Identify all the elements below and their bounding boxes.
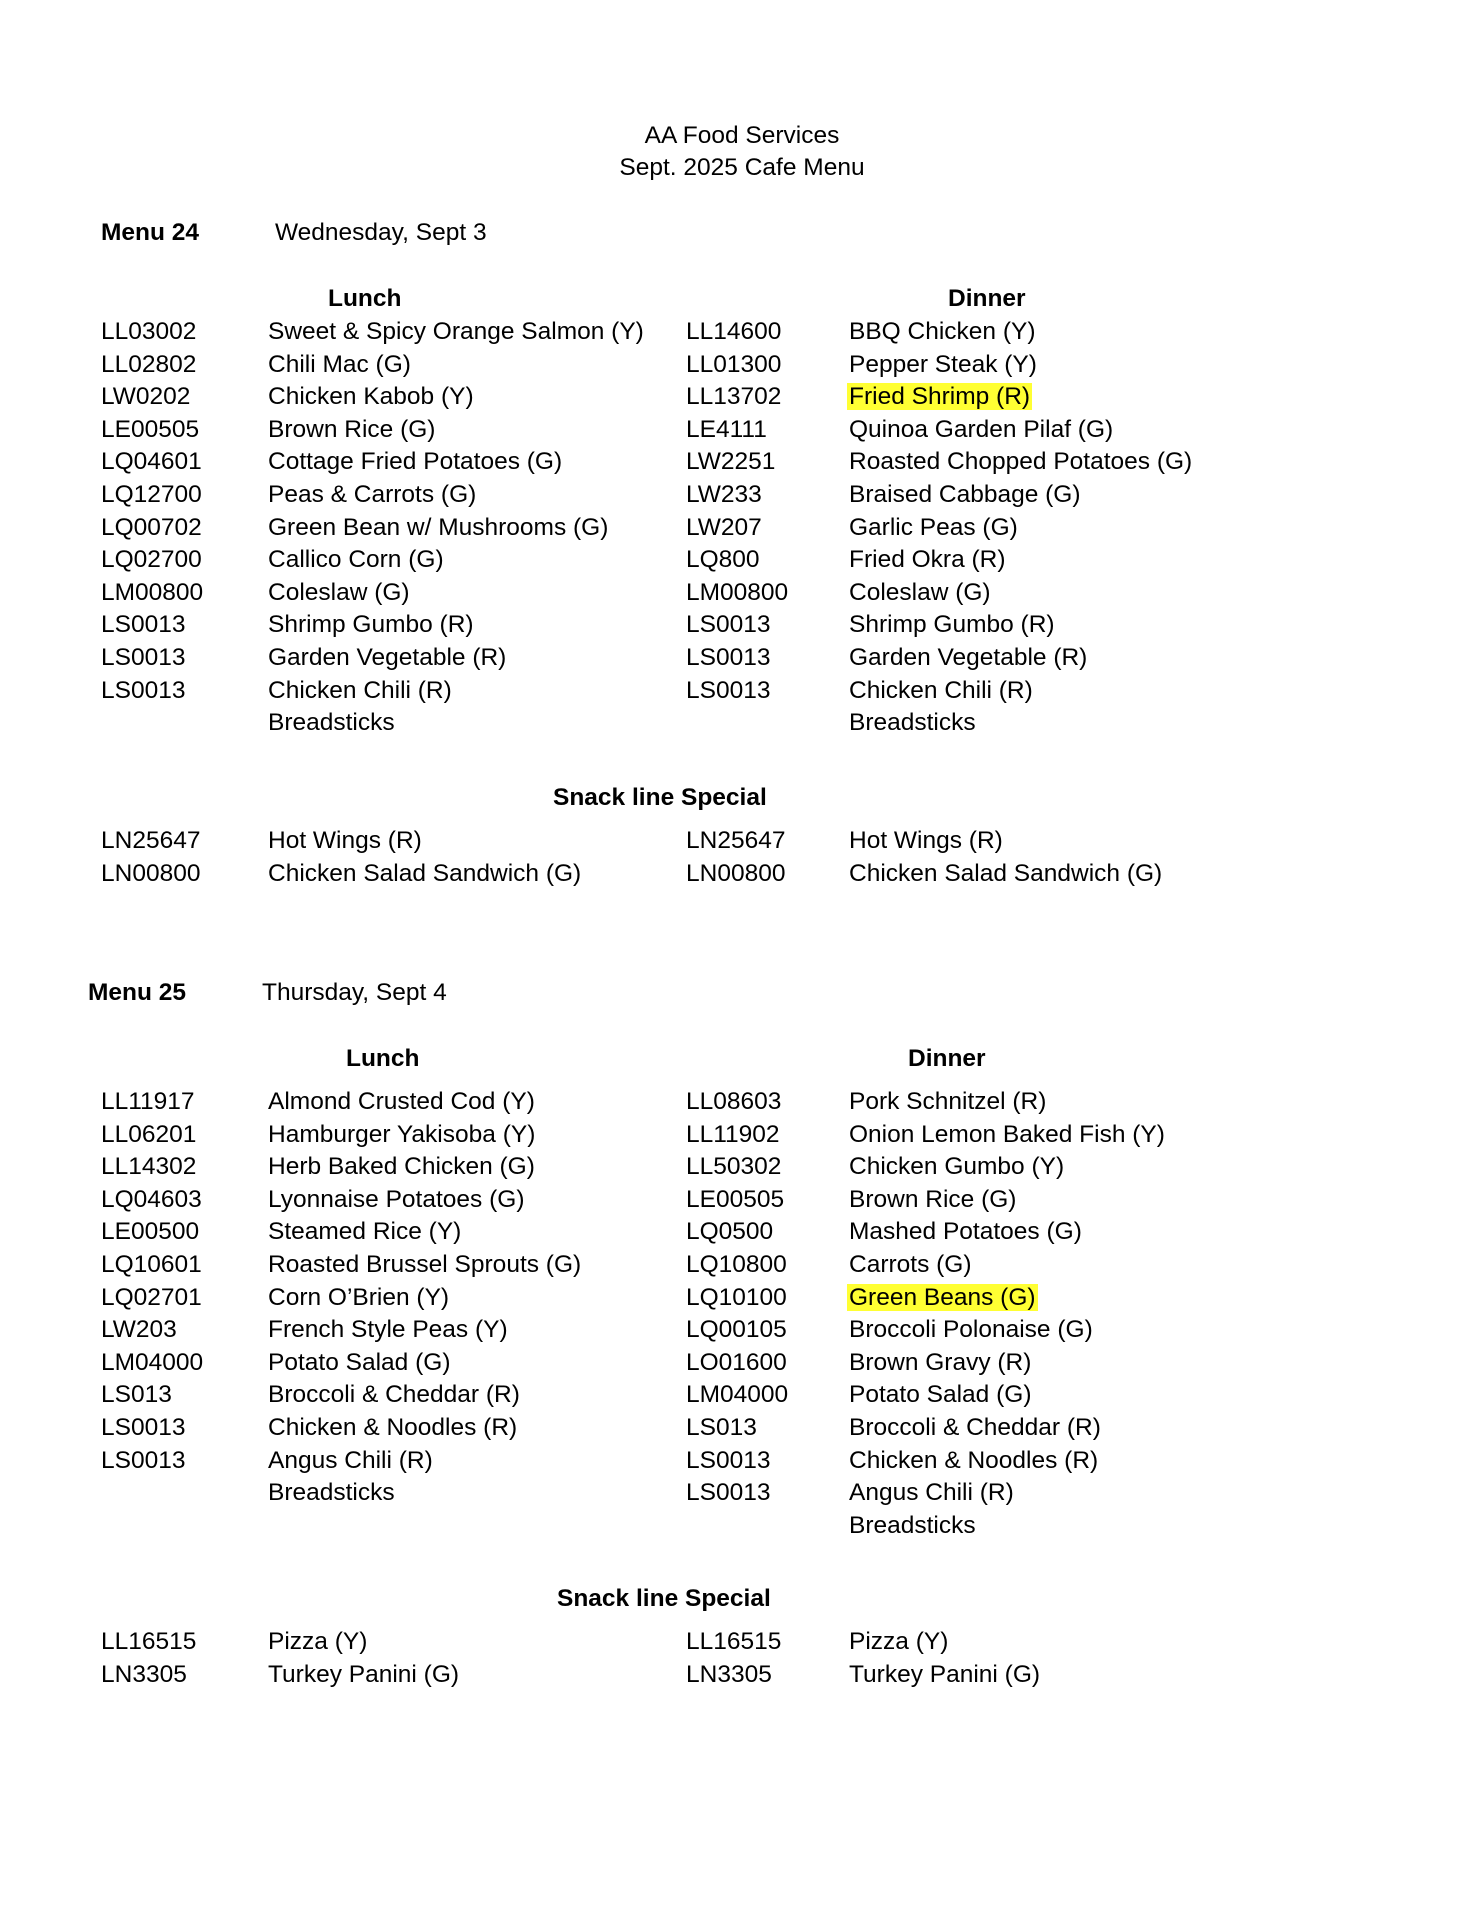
- menu-item: Chicken Chili (R): [849, 677, 1033, 704]
- menu-item: Pizza (Y): [849, 1628, 949, 1655]
- menu-item: Callico Corn (G): [268, 546, 444, 573]
- menu-item: Shrimp Gumbo (R): [849, 611, 1055, 638]
- item-code: LS0013: [101, 1447, 186, 1474]
- item-code: LQ10100: [686, 1284, 787, 1311]
- menu-item: Onion Lemon Baked Fish (Y): [849, 1121, 1165, 1148]
- menu-item: French Style Peas (Y): [268, 1316, 508, 1343]
- item-code: LW233: [686, 481, 762, 508]
- item-code: LQ02700: [101, 546, 202, 573]
- item-code: LL13702: [686, 383, 782, 410]
- menu-item: Garlic Peas (G): [849, 514, 1018, 541]
- menu-item: Breadsticks: [268, 1479, 395, 1506]
- menu-item: Chili Mac (G): [268, 351, 411, 378]
- menu-item: Hamburger Yakisoba (Y): [268, 1121, 536, 1148]
- menu-item: Green Bean w/ Mushrooms (G): [268, 514, 609, 541]
- item-code: LN3305: [101, 1661, 187, 1688]
- menu-label: Menu 24: [101, 219, 200, 246]
- menu-item: Turkey Panini (G): [849, 1661, 1041, 1688]
- item-code: LQ12700: [101, 481, 202, 508]
- menu-day: Thursday, Sept 4: [262, 979, 447, 1006]
- menu-item: Roasted Brussel Sprouts (G): [268, 1251, 582, 1278]
- menu-label: Menu 25: [88, 979, 187, 1006]
- snack-heading: Snack line Special: [557, 1585, 771, 1612]
- item-code: LS0013: [101, 1414, 186, 1441]
- menu-item: Fried Okra (R): [849, 546, 1006, 573]
- menu-item: Cottage Fried Potatoes (G): [268, 448, 563, 475]
- menu-item: Quinoa Garden Pilaf (G): [849, 416, 1114, 443]
- item-code: LW2251: [686, 448, 776, 475]
- org-title: AA Food Services: [644, 122, 840, 149]
- item-code: LO01600: [686, 1349, 787, 1376]
- menu-item: Hot Wings (R): [268, 827, 422, 854]
- menu-item: Shrimp Gumbo (R): [268, 611, 474, 638]
- item-code: LQ0500: [686, 1218, 774, 1245]
- menu-item: Chicken Gumbo (Y): [849, 1153, 1065, 1180]
- menu-item: Roasted Chopped Potatoes (G): [849, 448, 1193, 475]
- item-code: LN00800: [101, 860, 201, 887]
- item-code: LQ10800: [686, 1251, 787, 1278]
- item-code: LN25647: [686, 827, 786, 854]
- dinner-heading: Dinner: [948, 285, 1026, 312]
- item-code: LE00505: [101, 416, 200, 443]
- menu-item: Breadsticks: [268, 709, 395, 736]
- lunch-heading: Lunch: [328, 285, 402, 312]
- menu-item: Pepper Steak (Y): [849, 351, 1037, 378]
- item-code: LW203: [101, 1316, 177, 1343]
- menu-item: Chicken Kabob (Y): [268, 383, 474, 410]
- menu-item: Sweet & Spicy Orange Salmon (Y): [268, 318, 644, 345]
- menu-item: Broccoli & Cheddar (R): [849, 1414, 1101, 1441]
- item-code: LL14600: [686, 318, 782, 345]
- menu-item: Steamed Rice (Y): [268, 1218, 462, 1245]
- item-code: LS0013: [686, 1479, 771, 1506]
- item-code: LL16515: [101, 1628, 197, 1655]
- highlighted-item-text: Fried Shrimp (R): [849, 383, 1031, 410]
- menu-item: Chicken Chili (R): [268, 677, 452, 704]
- menu-item: Lyonnaise Potatoes (G): [268, 1186, 525, 1213]
- item-code: LS0013: [686, 1447, 771, 1474]
- item-code: LS0013: [686, 611, 771, 638]
- menu-item: Mashed Potatoes (G): [849, 1218, 1082, 1245]
- item-code: LL50302: [686, 1153, 782, 1180]
- menu-item: Chicken & Noodles (R): [849, 1447, 1099, 1474]
- highlighted-item-text: Green Beans (G): [849, 1284, 1036, 1311]
- item-code: LL08603: [686, 1088, 782, 1115]
- menu-item: Herb Baked Chicken (G): [268, 1153, 535, 1180]
- menu-item: Broccoli Polonaise (G): [849, 1316, 1093, 1343]
- item-code: LN25647: [101, 827, 201, 854]
- item-code: LS0013: [101, 611, 186, 638]
- menu-item: Potato Salad (G): [268, 1349, 451, 1376]
- item-code: LM04000: [686, 1381, 789, 1408]
- item-code: LE00500: [101, 1218, 200, 1245]
- item-code: LQ00105: [686, 1316, 787, 1343]
- menu-item: Brown Rice (G): [849, 1186, 1017, 1213]
- item-code: LS0013: [101, 677, 186, 704]
- item-code: LS0013: [686, 677, 771, 704]
- menu-item: Turkey Panini (G): [268, 1661, 460, 1688]
- item-code: LL03002: [101, 318, 197, 345]
- menu-item: Angus Chili (R): [849, 1479, 1014, 1506]
- item-code: LQ10601: [101, 1251, 202, 1278]
- menu-item: Almond Crusted Cod (Y): [268, 1088, 535, 1115]
- menu-item: Pizza (Y): [268, 1628, 368, 1655]
- item-code: LE00505: [686, 1186, 785, 1213]
- item-code: LM04000: [101, 1349, 204, 1376]
- menu-item: Coleslaw (G): [849, 579, 991, 606]
- menu-item: Brown Gravy (R): [849, 1349, 1032, 1376]
- menu-item: Chicken Salad Sandwich (G): [849, 860, 1163, 887]
- menu-item: Angus Chili (R): [268, 1447, 433, 1474]
- menu-item: Breadsticks: [849, 709, 976, 736]
- page-subtitle: Sept. 2025 Cafe Menu: [619, 154, 865, 181]
- item-code: LS013: [101, 1381, 172, 1408]
- item-code: LW207: [686, 514, 762, 541]
- lunch-heading: Lunch: [346, 1045, 420, 1072]
- menu-item: BBQ Chicken (Y): [849, 318, 1036, 345]
- menu-item: Potato Salad (G): [849, 1381, 1032, 1408]
- menu-item: Broccoli & Cheddar (R): [268, 1381, 520, 1408]
- menu-item: Hot Wings (R): [849, 827, 1003, 854]
- item-code: LQ04603: [101, 1186, 202, 1213]
- item-code: LM00800: [686, 579, 789, 606]
- menu-item: Chicken Salad Sandwich (G): [268, 860, 582, 887]
- menu-day: Wednesday, Sept 3: [275, 219, 487, 246]
- item-code: LL02802: [101, 351, 197, 378]
- item-code: LL14302: [101, 1153, 197, 1180]
- item-code: LL06201: [101, 1121, 197, 1148]
- menu-item: [849, 1282, 1038, 1314]
- menu-item: Carrots (G): [849, 1251, 972, 1278]
- item-code: LL16515: [686, 1628, 782, 1655]
- menu-item: Pork Schnitzel (R): [849, 1088, 1047, 1115]
- item-code: LN3305: [686, 1661, 772, 1688]
- item-code: LS0013: [686, 644, 771, 671]
- menu-item: Chicken & Noodles (R): [268, 1414, 518, 1441]
- menu-item: [849, 381, 1032, 413]
- menu-item: Peas & Carrots (G): [268, 481, 477, 508]
- item-code: LS013: [686, 1414, 757, 1441]
- menu-item: Corn O’Brien (Y): [268, 1284, 450, 1311]
- item-code: LS0013: [101, 644, 186, 671]
- item-code: LQ800: [686, 546, 760, 573]
- menu-item: Breadsticks: [849, 1512, 976, 1539]
- item-code: LW0202: [101, 383, 191, 410]
- item-code: LL11917: [101, 1088, 195, 1115]
- item-code: LQ00702: [101, 514, 202, 541]
- item-code: LQ02701: [101, 1284, 202, 1311]
- item-code: LL11902: [686, 1121, 780, 1148]
- menu-item: Garden Vegetable (R): [268, 644, 507, 671]
- menu-item: Coleslaw (G): [268, 579, 410, 606]
- item-code: LM00800: [101, 579, 204, 606]
- dinner-heading: Dinner: [908, 1045, 986, 1072]
- item-code: LN00800: [686, 860, 786, 887]
- menu-item: Brown Rice (G): [268, 416, 436, 443]
- item-code: LE4111: [686, 416, 767, 443]
- snack-heading: Snack line Special: [553, 784, 767, 811]
- item-code: LL01300: [686, 351, 782, 378]
- menu-item: Garden Vegetable (R): [849, 644, 1088, 671]
- menu-item: Braised Cabbage (G): [849, 481, 1081, 508]
- item-code: LQ04601: [101, 448, 202, 475]
